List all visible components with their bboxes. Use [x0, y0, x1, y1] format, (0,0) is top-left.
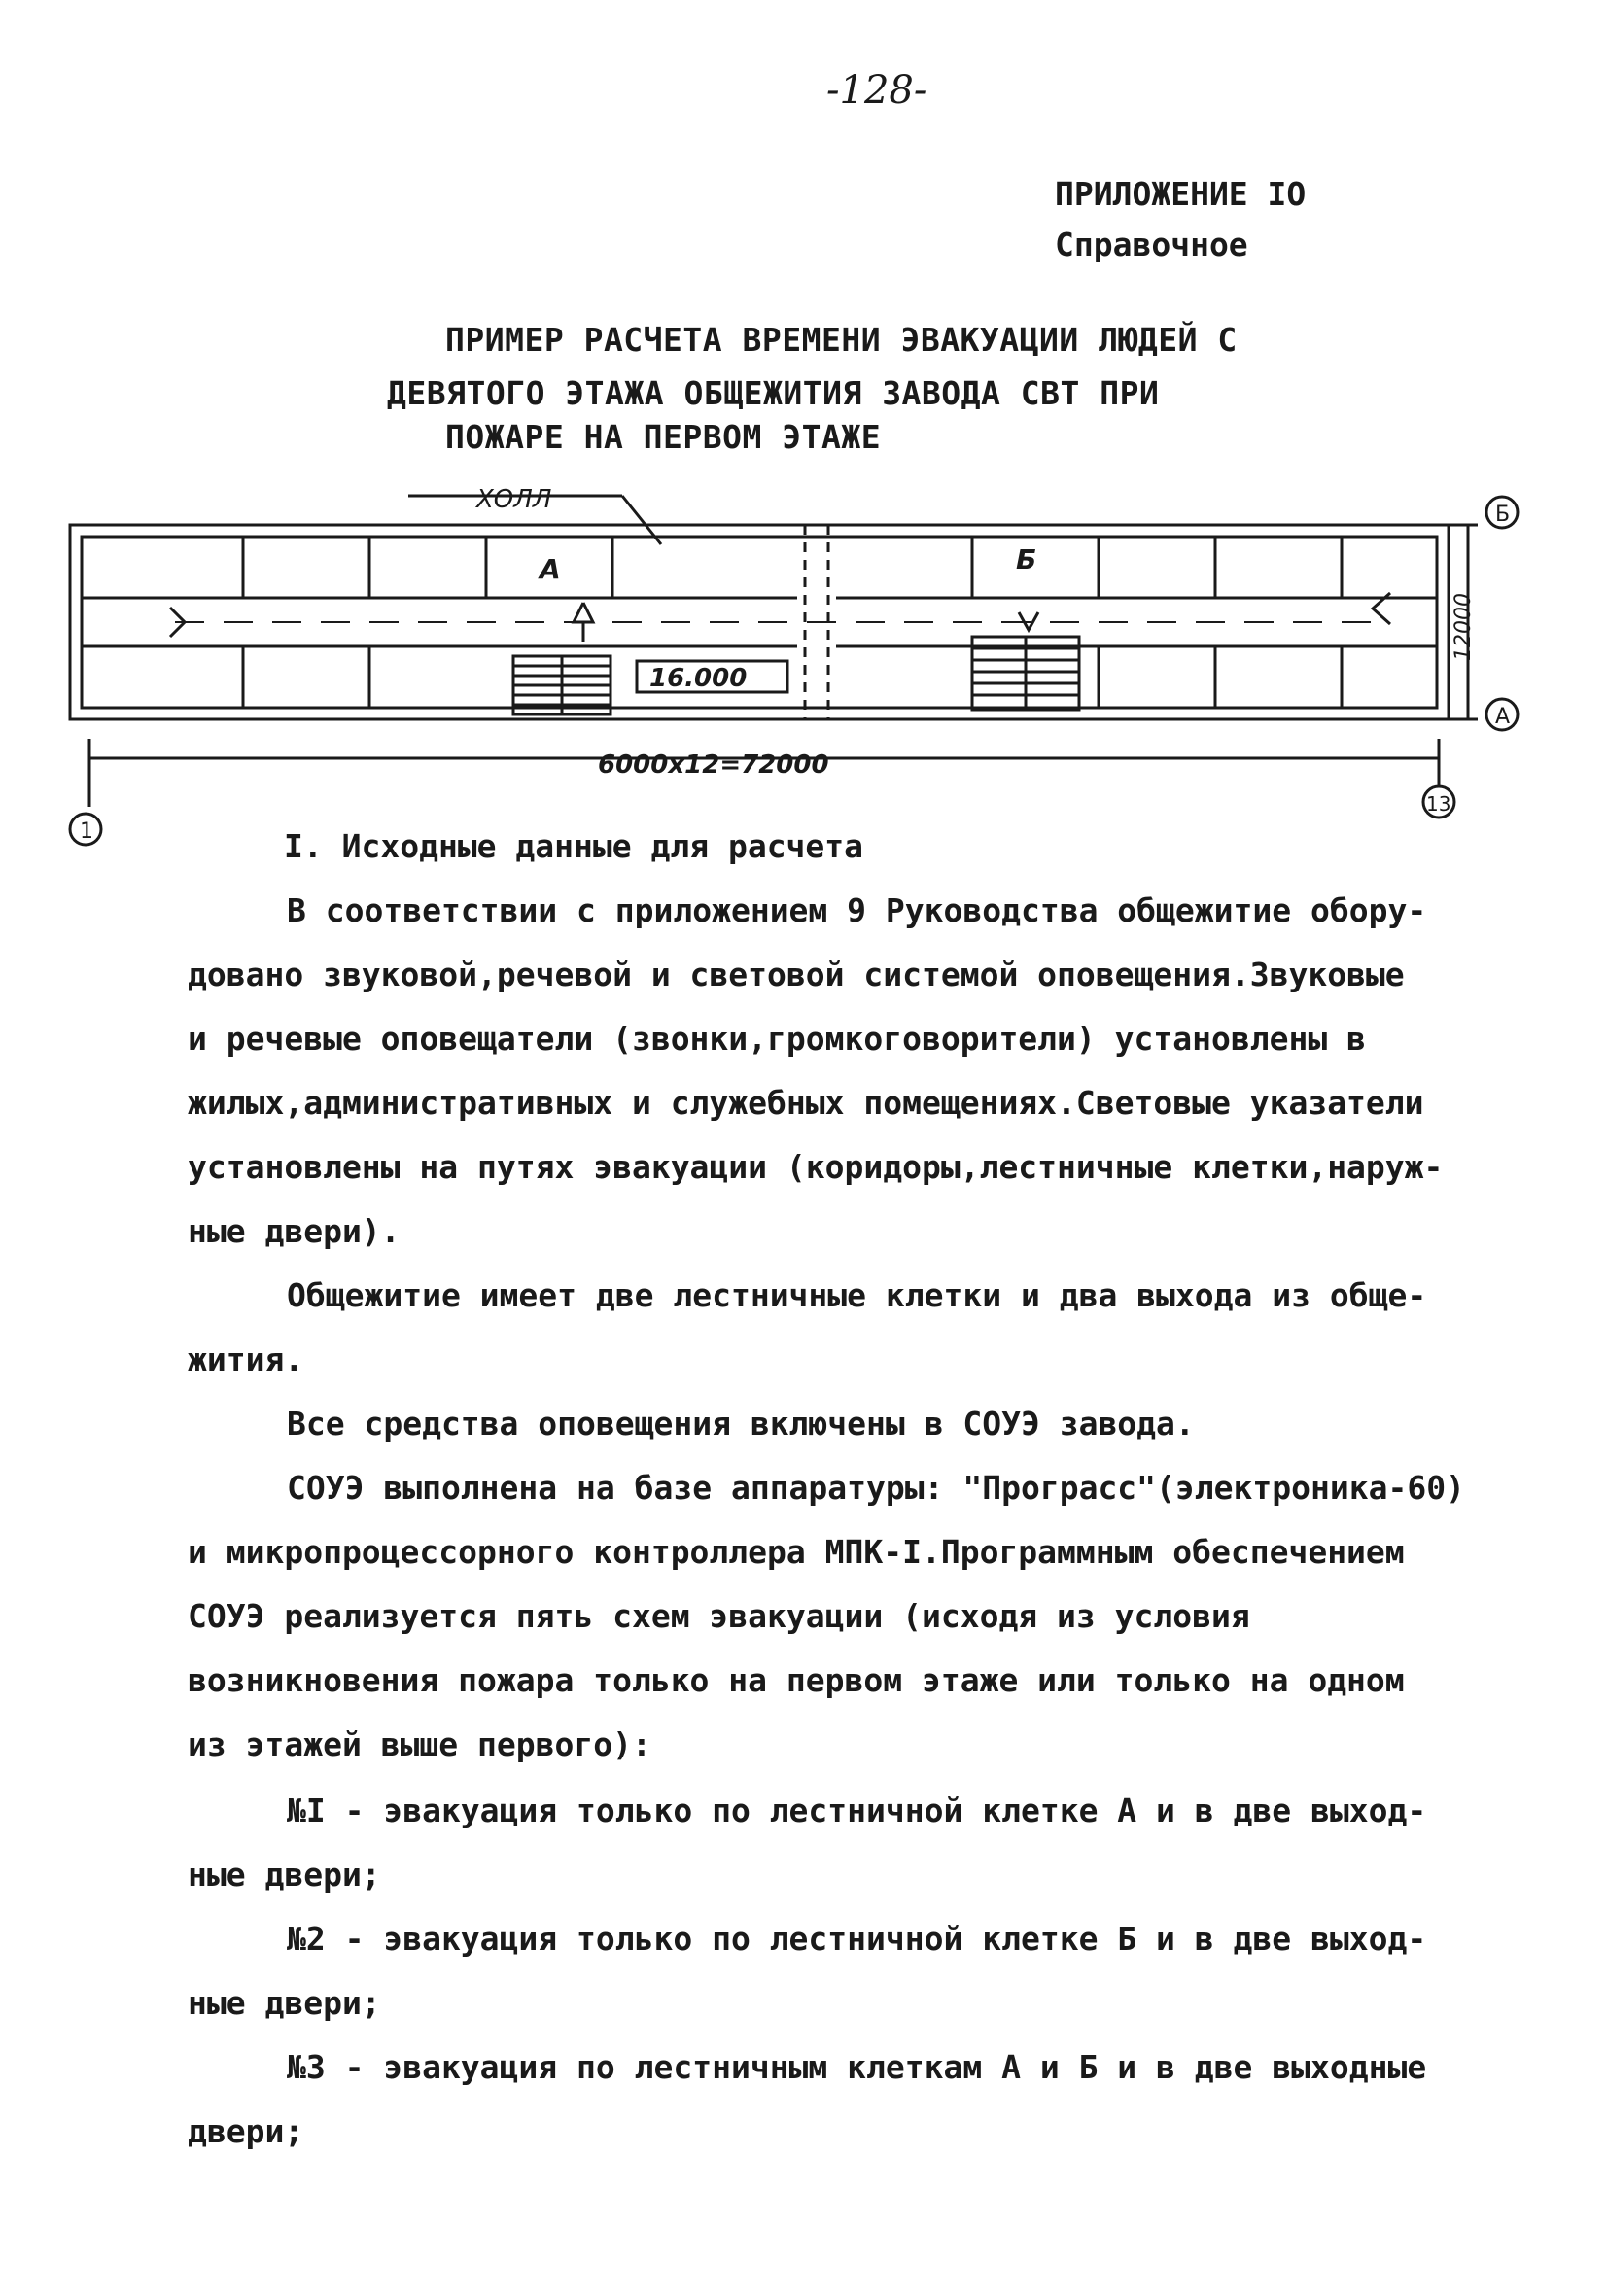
title-line-3: ПОЖАРЕ НА ПЕРВОМ ЭТАЖЕ [445, 418, 882, 456]
hall-label: ХОЛЛ [476, 485, 552, 514]
stair-a-label: А [540, 553, 561, 585]
stair-b-label: Б [1016, 543, 1037, 575]
body-line: из этажей выше первого): [188, 1725, 651, 1763]
body-line: ные двери; [188, 1984, 381, 2022]
title-line-2: ДЕВЯТОГО ЭТАЖА ОБЩЕЖИТИЯ ЗАВОДА СВТ ПРИ [387, 374, 1160, 412]
body-line: двери; [188, 2112, 304, 2150]
body-line: СОУЭ реализуется пять схем эвакуации (исходя из условия [188, 1597, 1250, 1635]
body-line: жития. [188, 1340, 304, 1378]
page-number: -128- [826, 68, 927, 113]
body-line: Все средства оповещения включены в СОУЭ завода. [287, 1405, 1195, 1443]
body-line: и микропроцессорного контроллера МПК-I.Программным обеспечением [188, 1533, 1405, 1571]
axis-a-label: А [1495, 705, 1511, 729]
appendix-type: Справочное [1055, 226, 1248, 263]
body-line: жилых,административных и служебных помещениях.Световые указатели [188, 1084, 1424, 1122]
axis-1-label: 1 [80, 819, 93, 844]
body-line: №2 - эвакуация только по лестничной клетке Б и в две выход- [287, 1920, 1427, 1958]
body-line: В соответствии с приложением 9 Руководства общежитие обору- [287, 891, 1427, 929]
body-line: ные двери). [188, 1212, 401, 1250]
body-line: СОУЭ выполнена на базе аппаратуры: "Програсс"(электроника-60) [287, 1469, 1465, 1507]
elevation-mark: 16.000 [649, 664, 748, 693]
title-line-1: ПРИМЕР РАСЧЕТА ВРЕМЕНИ ЭВАКУАЦИИ ЛЮДЕЙ С [445, 321, 1238, 359]
body-line: установлены на путях эвакуации (коридоры,лестничные клетки,наруж- [188, 1148, 1444, 1186]
axis-13-label: 13 [1426, 792, 1451, 816]
appendix-label: ПРИЛОЖЕНИЕ IO [1055, 175, 1307, 213]
axis-b-label: Б [1495, 503, 1511, 527]
body-line: и речевые оповещатели (звонки,громкоговорители) установлены в [188, 1020, 1366, 1058]
body-line: довано звуковой,речевой и световой системой оповещения.Звуковые [188, 956, 1405, 993]
width-dimension: 12000 [1451, 593, 1476, 661]
body-line: №I - эвакуация только по лестничной клетке А и в две выход- [287, 1792, 1427, 1829]
section-heading: I. Исходные данные для расчета [284, 827, 864, 865]
floor-plan [0, 457, 1607, 875]
body-line: возникновения пожара только на первом этаже или только на одном [188, 1661, 1405, 1699]
body-line: №3 - эвакуация по лестничным клеткам А и Б и в две выходные [287, 2048, 1427, 2086]
body-line: ные двери; [188, 1856, 381, 1894]
body-line: Общежитие имеет две лестничные клетки и два выхода из обще- [287, 1276, 1427, 1314]
length-dimension: 6000х12=72000 [598, 750, 829, 780]
